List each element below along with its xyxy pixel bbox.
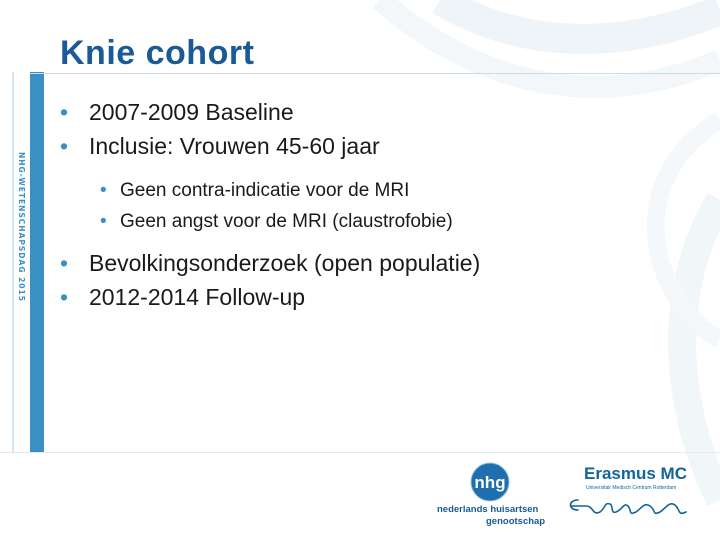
bullet-item: • 2012-2014 Follow-up xyxy=(60,280,480,314)
bullet-list-top xyxy=(60,95,380,163)
bullet-item: • Inclusie: Vrouwen 45-60 jaar xyxy=(60,129,380,163)
side-accent-strip xyxy=(30,72,44,452)
bullet-item: • 2007-2009 Baseline xyxy=(60,95,380,129)
nhg-logo-mark-icon xyxy=(470,462,510,502)
title-divider xyxy=(30,73,720,74)
svg-text:nhg: nhg xyxy=(474,473,506,492)
footer-divider xyxy=(0,452,720,453)
side-accent-bar xyxy=(0,72,44,452)
sub-bullet-list xyxy=(100,175,453,237)
erasmus-mc-logo-name: Erasmus MC xyxy=(584,464,687,483)
erasmus-signature-icon xyxy=(564,488,694,524)
nhg-logo-text-line1: nederlands huisartsen xyxy=(437,504,539,515)
slide-title: Knie cohort xyxy=(60,34,255,72)
sub-bullet-item: • Geen angst voor de MRI (claustrofobie) xyxy=(100,206,453,237)
side-event-label: NHG-WETENSCHAPSDAG 2015 xyxy=(17,152,26,302)
sub-bullet-item: • Geen contra-indicatie voor de MRI xyxy=(100,175,453,206)
bullet-item: • Bevolkingsonderzoek (open populatie) xyxy=(60,246,480,280)
bullet-list-bottom xyxy=(60,246,480,314)
erasmus-mc-logo-subtitle: Universitair Medisch Centrum Rotterdam xyxy=(586,485,677,491)
nhg-logo xyxy=(430,462,550,528)
erasmus-mc-logo xyxy=(564,464,704,524)
nhg-logo-text-line2: genootschap xyxy=(486,516,546,527)
